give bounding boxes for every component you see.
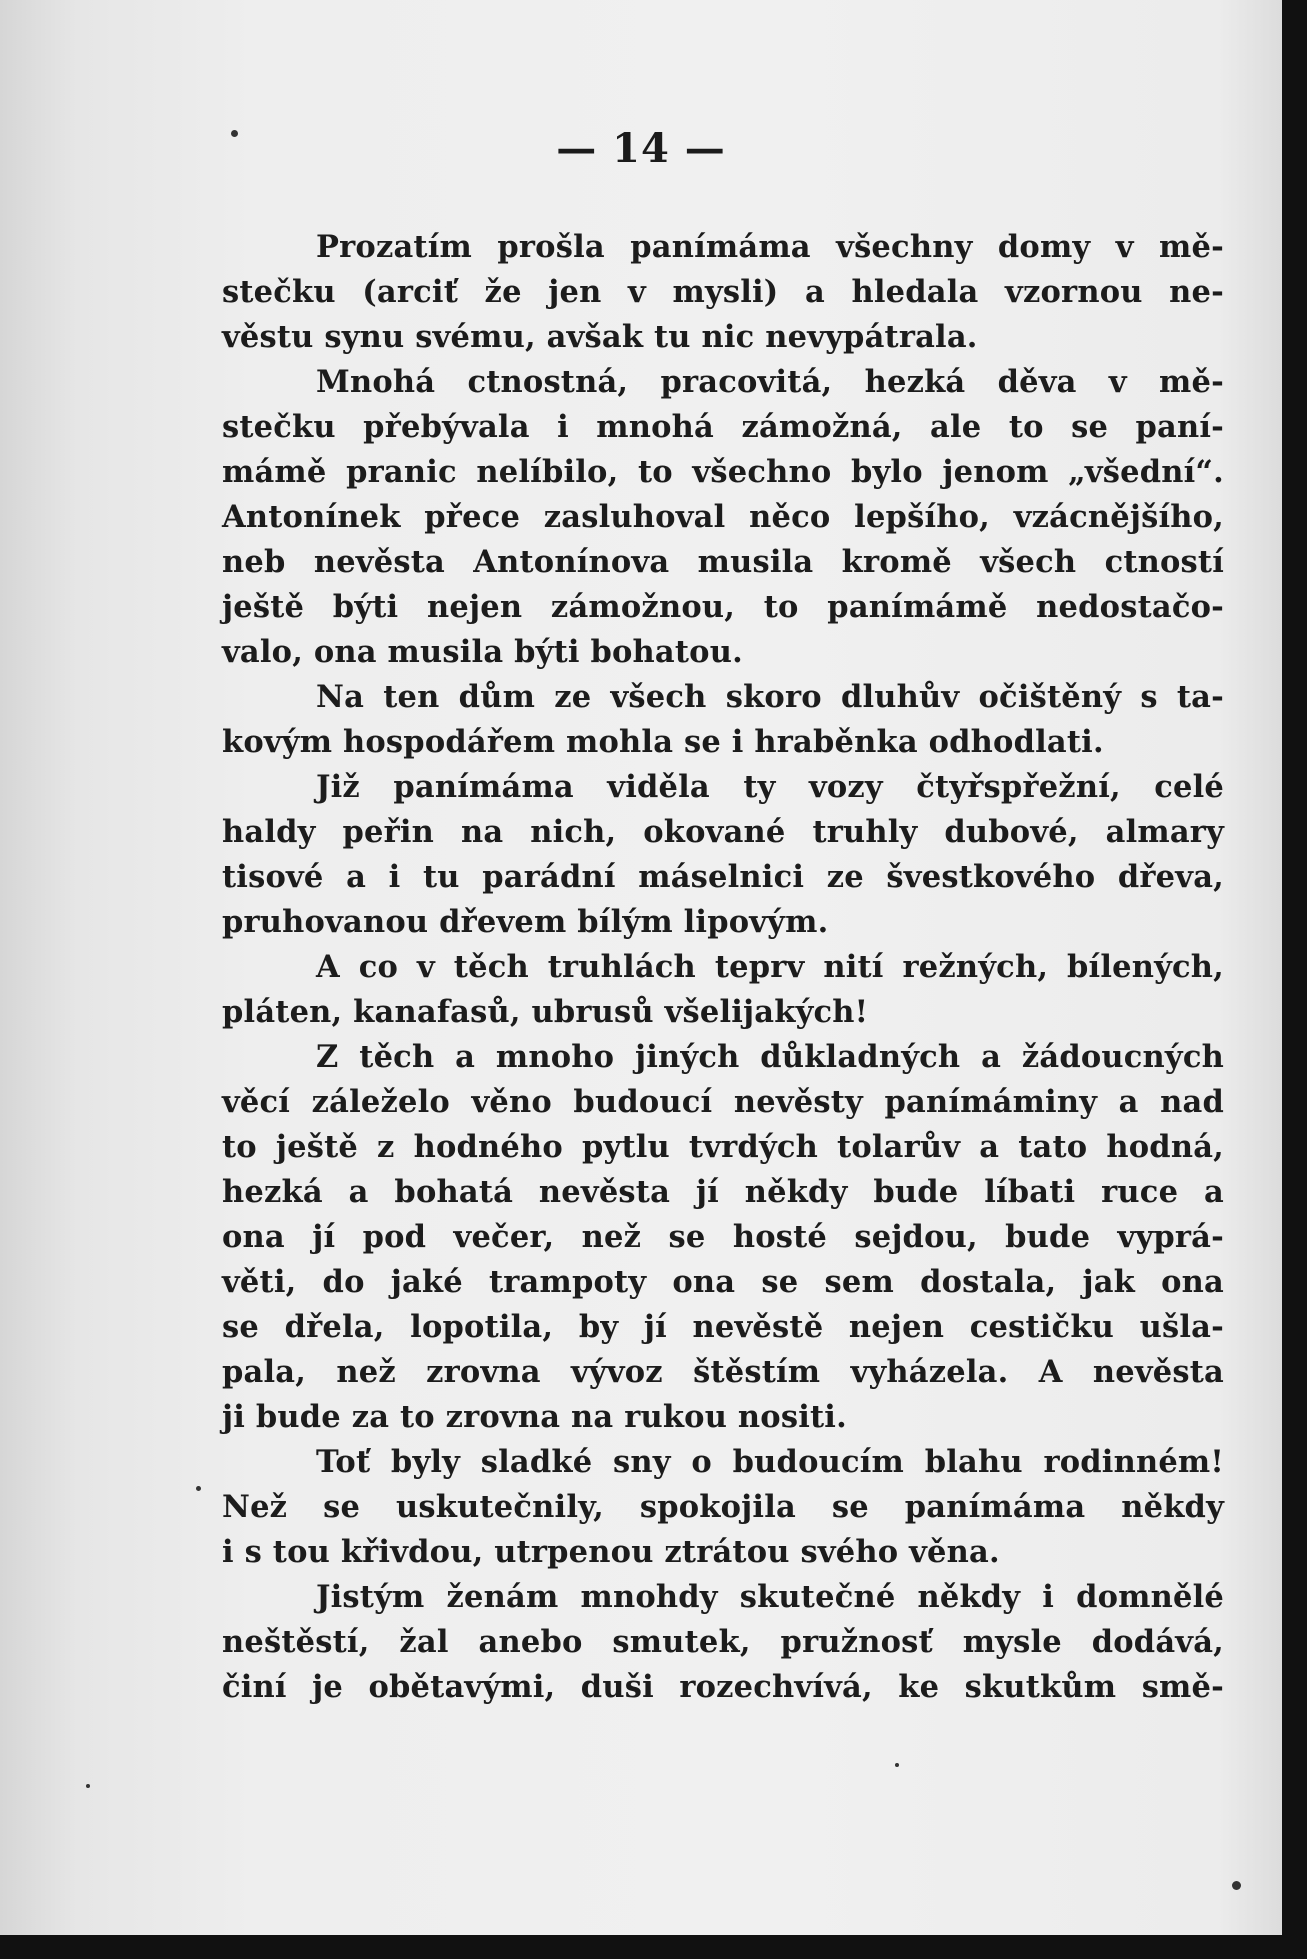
- text-line: pláten, kanafasů, ubrusů všelijakých!: [222, 994, 869, 1030]
- text-line: pruhovanou dřevem bílým lipovým.: [222, 904, 829, 940]
- text-line: ona jí pod večer, než se hosté sejdou, bude vyprá-: [222, 1219, 1224, 1255]
- text-line: Již panímáma viděla ty vozy čtyřspřežní, celé: [316, 769, 1224, 805]
- text-line: Mnohá ctnostná, pracovitá, hezká děva v mě-: [316, 364, 1224, 400]
- text-line: valo, ona musila býti bohatou.: [222, 634, 743, 670]
- text-line: Než se uskutečnily, spokojila se panímáma někdy: [222, 1489, 1224, 1525]
- text-line: to ještě z hodného pytlu tvrdých tolarův a tato hodná,: [222, 1129, 1224, 1165]
- text-line: Prozatím prošla panímáma všechny domy v mě-: [316, 229, 1224, 265]
- scan-speck: [86, 1784, 90, 1788]
- text-line: věstu synu svému, avšak tu nic nevypátrala.: [222, 319, 978, 355]
- text-line: činí je obětavými, duši rozechvívá, ke skutkům smě-: [222, 1669, 1224, 1705]
- text-line: věcí záleželo věno budoucí nevěsty panímáminy a nad: [222, 1084, 1224, 1120]
- text-line: kovým hospodářem mohla se i hraběnka odhodlati.: [222, 724, 1104, 760]
- text-line: ji bude za to zrovna na rukou nositi.: [222, 1399, 847, 1435]
- scan-speck: [231, 130, 238, 137]
- text-line: A co v těch truhlách teprv nití režných, bílených,: [316, 949, 1224, 985]
- text-line: se dřela, lopotila, by jí nevěstě nejen cestičku ušla-: [222, 1309, 1224, 1345]
- text-line: hezká a bohatá nevěsta jí někdy bude líbati ruce a: [222, 1174, 1224, 1210]
- text-line: mámě pranic nelíbilo, to všechno bylo jenom „všední“.: [222, 454, 1224, 490]
- text-line: stečku přebývala i mnohá zámožná, ale to se paní-: [222, 409, 1224, 445]
- text-line: i s tou křivdou, utrpenou ztrátou svého věna.: [222, 1534, 1000, 1570]
- text-line: neštěstí, žal anebo smutek, pružnosť mysle dodává,: [222, 1624, 1224, 1660]
- text-line: pala, než zrovna vývoz štěstím vyházela. A nevěsta: [222, 1354, 1224, 1390]
- text-line: ještě býti nejen zámožnou, to panímámě nedostačo-: [222, 589, 1224, 625]
- text-line: věti, do jaké trampoty ona se sem dostala, jak ona: [222, 1264, 1224, 1300]
- text-line: Toť byly sladké sny o budoucím blahu rodinném!: [316, 1444, 1224, 1480]
- scan-speck: [196, 1486, 201, 1491]
- body-text: [222, 225, 1224, 1710]
- page-number: — 14 —: [556, 125, 726, 172]
- text-line: stečku (arciť že jen v mysli) a hledala vzornou ne-: [222, 274, 1224, 310]
- text-line: tisové a i tu parádní máselnici ze švestkového dřeva,: [222, 859, 1224, 895]
- text-line: Antonínek přece zasluhoval něco lepšího, vzácnějšího,: [222, 499, 1224, 535]
- text-line: neb nevěsta Antonínova musila kromě všech ctností: [222, 544, 1224, 580]
- text-line: Jistým ženám mnohdy skutečné někdy i domnělé: [316, 1579, 1224, 1615]
- text-line: Z těch a mnoho jiných důkladných a žádoucných: [316, 1039, 1224, 1075]
- text-line: haldy peřin na nich, okované truhly dubové, almary: [222, 814, 1224, 850]
- text-line: Na ten dům ze všech skoro dluhův očištěný s ta-: [316, 679, 1224, 715]
- scan-speck: [895, 1763, 899, 1767]
- scan-speck: [1232, 1881, 1241, 1890]
